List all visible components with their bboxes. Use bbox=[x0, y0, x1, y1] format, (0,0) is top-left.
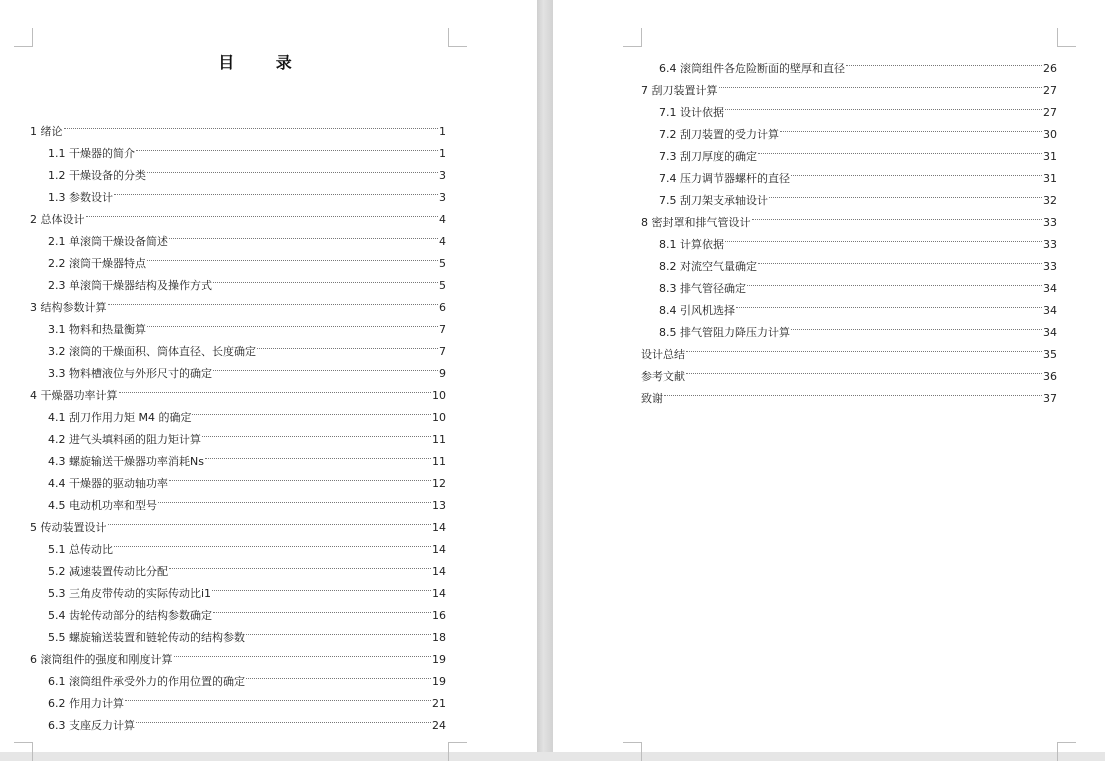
toc-entry[interactable] bbox=[641, 379, 1057, 405]
toc-leader-dots bbox=[780, 109, 1042, 132]
toc-entry-title: 7.3 刮刀厚度的确定 bbox=[659, 150, 757, 163]
toc-leader-dots bbox=[758, 131, 1042, 154]
toc-leader-dots bbox=[213, 590, 431, 613]
toc-page-number: 3 bbox=[439, 191, 446, 204]
toc-leader-dots bbox=[664, 373, 1042, 396]
toc-leader-dots bbox=[736, 285, 1042, 308]
toc-leader-dots bbox=[686, 329, 1042, 352]
toc-page-number: 1 bbox=[439, 125, 446, 138]
toc-entry-title: 7 刮刀装置计算 bbox=[641, 84, 718, 97]
toc-page-number: 14 bbox=[432, 521, 446, 534]
toc-page-number: 36 bbox=[1043, 370, 1057, 383]
toc-leader-dots bbox=[108, 282, 439, 305]
toc-entry-title: 5 传动装置设计 bbox=[30, 521, 107, 534]
toc-entry-title: 1.3 参数设计 bbox=[48, 191, 113, 204]
toc-page-number: 3 bbox=[439, 169, 446, 182]
toc-leader-dots bbox=[119, 370, 432, 393]
toc-entry-title: 致谢 bbox=[641, 392, 663, 405]
toc-leader-dots bbox=[725, 87, 1042, 110]
toc-leader-dots bbox=[769, 175, 1042, 198]
toc-entry-title: 6 滚筒组件的强度和刚度计算 bbox=[30, 653, 173, 666]
crop-mark bbox=[14, 28, 33, 47]
toc-entry-title: 7.4 压力调节器螺杆的直径 bbox=[659, 172, 790, 185]
toc-leader-dots bbox=[747, 263, 1042, 286]
toc-leader-dots bbox=[158, 480, 431, 503]
toc-entry-title: 6.4 滚筒组件各危险断面的壁厚和直径 bbox=[659, 62, 845, 75]
toc-page-number: 26 bbox=[1043, 62, 1057, 75]
toc-leader-dots bbox=[108, 502, 432, 525]
toc-entry-title: 7.2 刮刀装置的受力计算 bbox=[659, 128, 779, 141]
toc-page-number: 11 bbox=[432, 455, 446, 468]
toc-leader-dots bbox=[86, 194, 439, 217]
toc-leader-dots bbox=[257, 326, 438, 349]
toc-page-number: 7 bbox=[439, 323, 446, 336]
toc-entry-title: 1.1 干燥器的简介 bbox=[48, 147, 135, 160]
toc-page-number: 4 bbox=[439, 235, 446, 248]
toc-page-number: 24 bbox=[432, 719, 446, 732]
toc-page-number: 5 bbox=[439, 257, 446, 270]
toc-page-number: 4 bbox=[439, 213, 446, 226]
toc-entry-title: 8.5 排气管阻力降压力计算 bbox=[659, 326, 790, 339]
toc-leader-dots bbox=[64, 106, 439, 129]
toc-leader-dots bbox=[125, 678, 431, 701]
toc-page-number: 34 bbox=[1043, 326, 1057, 339]
toc-entry-title: 4.1 刮刀作用力矩 M4 的确定 bbox=[48, 411, 192, 424]
toc-page-number: 19 bbox=[432, 653, 446, 666]
toc-page-number: 14 bbox=[432, 543, 446, 556]
toc-entry-title: 1 绪论 bbox=[30, 125, 63, 138]
toc-entry-title: 8.2 对流空气量确定 bbox=[659, 260, 757, 273]
toc-entry-title: 5.5 螺旋输送装置和链轮传动的结构参数 bbox=[48, 631, 245, 644]
toc-page-number: 27 bbox=[1043, 106, 1057, 119]
toc-page-number: 33 bbox=[1043, 216, 1057, 229]
toc-page-number: 10 bbox=[432, 411, 446, 424]
toc-leader-dots bbox=[174, 634, 432, 657]
toc-leader-dots bbox=[169, 216, 438, 239]
toc-page-number: 16 bbox=[432, 609, 446, 622]
toc-entry-title: 3 结构参数计算 bbox=[30, 301, 107, 314]
table-of-contents bbox=[30, 112, 446, 732]
toc-page-number: 6 bbox=[439, 301, 446, 314]
toc-entry-title: 4.2 进气头填料函的阻力矩计算 bbox=[48, 433, 201, 446]
toc-entry-title: 2 总体设计 bbox=[30, 213, 85, 226]
toc-page-number: 9 bbox=[439, 367, 446, 380]
table-of-contents-continued bbox=[641, 49, 1057, 405]
toc-page-number: 37 bbox=[1043, 392, 1057, 405]
toc-entry-title: 2.1 单滚筒干燥设备简述 bbox=[48, 235, 168, 248]
toc-page-number: 5 bbox=[439, 279, 446, 292]
toc-leader-dots bbox=[202, 414, 431, 437]
toc-leader-dots bbox=[136, 128, 438, 151]
toc-leader-dots bbox=[114, 172, 438, 195]
toc-page-number: 14 bbox=[432, 587, 446, 600]
toc-page-number: 31 bbox=[1043, 150, 1057, 163]
toc-entry-title: 5.4 齿轮传动部分的结构参数确定 bbox=[48, 609, 212, 622]
toc-leader-dots bbox=[246, 612, 431, 635]
toc-entry-title: 6.2 作用力计算 bbox=[48, 697, 124, 710]
toc-leader-dots bbox=[725, 219, 1042, 242]
toc-entry-title: 8.3 排气管径确定 bbox=[659, 282, 746, 295]
document-page-right bbox=[553, 0, 1105, 752]
toc-leader-dots bbox=[846, 43, 1042, 66]
toc-page-number: 34 bbox=[1043, 282, 1057, 295]
toc-page-number: 35 bbox=[1043, 348, 1057, 361]
toc-entry-title: 4.5 电动机功率和型号 bbox=[48, 499, 157, 512]
toc-leader-dots bbox=[169, 458, 431, 481]
toc-leader-dots bbox=[212, 568, 431, 591]
toc-page-number: 11 bbox=[432, 433, 446, 446]
toc-page-number: 10 bbox=[432, 389, 446, 402]
toc-leader-dots bbox=[169, 546, 431, 569]
toc-page-number: 18 bbox=[432, 631, 446, 644]
toc-entry-title: 4 干燥器功率计算 bbox=[30, 389, 118, 402]
toc-entry-title: 5.1 总传动比 bbox=[48, 543, 113, 556]
crop-mark bbox=[623, 28, 642, 47]
toc-leader-dots bbox=[136, 700, 431, 723]
toc-page-number: 33 bbox=[1043, 238, 1057, 251]
toc-page-number: 34 bbox=[1043, 304, 1057, 317]
crop-mark bbox=[1057, 28, 1076, 47]
toc-entry-title: 参考文献 bbox=[641, 370, 685, 383]
toc-entry-title: 设计总结 bbox=[641, 348, 685, 361]
document-page-left bbox=[0, 0, 537, 752]
toc-page-number: 21 bbox=[432, 697, 446, 710]
toc-entry-title: 3.1 物料和热量衡算 bbox=[48, 323, 146, 336]
toc-entry-title: 2.2 滚筒干燥器特点 bbox=[48, 257, 146, 270]
toc-entry-title: 8.4 引风机选择 bbox=[659, 304, 735, 317]
toc-entry-title: 3.3 物料槽液位与外形尺寸的确定 bbox=[48, 367, 212, 380]
toc-leader-dots bbox=[758, 241, 1042, 264]
toc-title: 目 录 bbox=[218, 53, 310, 72]
toc-leader-dots bbox=[791, 153, 1042, 176]
toc-entry-title: 2.3 单滚筒干燥器结构及操作方式 bbox=[48, 279, 212, 292]
toc-leader-dots bbox=[213, 260, 438, 283]
toc-entry-title: 8.1 计算依据 bbox=[659, 238, 724, 251]
toc-leader-dots bbox=[752, 197, 1043, 220]
toc-entry-title: 6.1 滚筒组件承受外力的作用位置的确定 bbox=[48, 675, 245, 688]
toc-leader-dots bbox=[147, 304, 438, 327]
toc-page-number: 12 bbox=[432, 477, 446, 490]
toc-entry-title: 6.3 支座反力计算 bbox=[48, 719, 135, 732]
toc-entry-title: 7.5 刮刀架支承轴设计 bbox=[659, 194, 768, 207]
toc-page-number: 1 bbox=[439, 147, 446, 160]
toc-page-number: 32 bbox=[1043, 194, 1057, 207]
toc-page-number: 14 bbox=[432, 565, 446, 578]
toc-leader-dots bbox=[192, 392, 431, 415]
toc-page-number: 27 bbox=[1043, 84, 1057, 97]
toc-leader-dots bbox=[147, 150, 438, 173]
toc-page-number: 31 bbox=[1043, 172, 1057, 185]
toc-leader-dots bbox=[246, 656, 431, 679]
toc-leader-dots bbox=[114, 524, 431, 547]
toc-leader-dots bbox=[205, 436, 431, 459]
toc-page-number: 13 bbox=[432, 499, 446, 512]
toc-entry-title: 4.3 螺旋输送干燥器功率消耗Ns bbox=[48, 455, 204, 468]
toc-page-number: 19 bbox=[432, 675, 446, 688]
toc-leader-dots bbox=[791, 307, 1042, 330]
toc-entry-title: 7.1 设计依据 bbox=[659, 106, 724, 119]
toc-page-number: 33 bbox=[1043, 260, 1057, 273]
toc-leader-dots bbox=[686, 351, 1042, 374]
toc-entry-title: 5.2 减速装置传动比分配 bbox=[48, 565, 168, 578]
toc-entry-title: 3.2 滚筒的干燥面积、筒体直径、长度确定 bbox=[48, 345, 256, 358]
toc-leader-dots bbox=[719, 65, 1043, 88]
toc-entry-title: 5.3 三角皮带传动的实际传动比i1 bbox=[48, 587, 212, 600]
toc-entry-title: 4.4 干燥器的驱动轴功率 bbox=[48, 477, 168, 490]
toc-leader-dots bbox=[147, 238, 438, 261]
page-gutter bbox=[537, 0, 553, 752]
toc-entry-title: 8 密封罩和排气管设计 bbox=[641, 216, 751, 229]
toc-page-number: 7 bbox=[439, 345, 446, 358]
toc-leader-dots bbox=[213, 348, 438, 371]
toc-entry-title: 1.2 干燥设备的分类 bbox=[48, 169, 146, 182]
toc-page-number: 30 bbox=[1043, 128, 1057, 141]
crop-mark bbox=[448, 28, 467, 47]
